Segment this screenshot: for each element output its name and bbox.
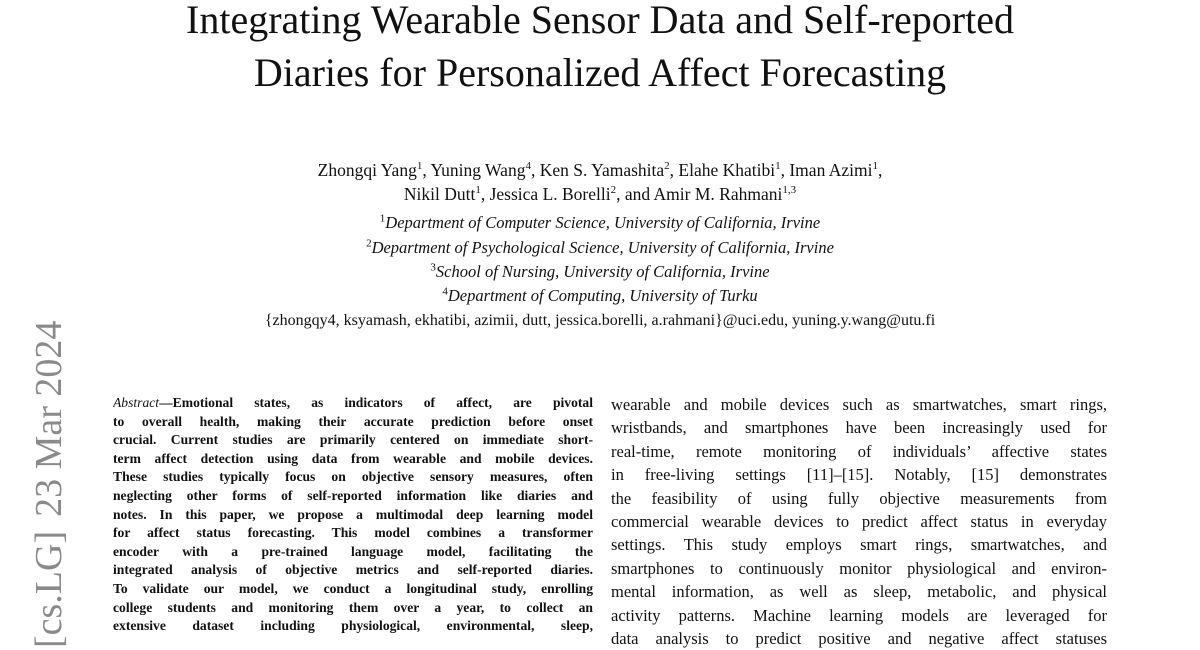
- arxiv-date: 23 Mar 2024: [28, 320, 70, 517]
- author-name: Zhongqi Yang: [317, 160, 417, 180]
- body-line: the feasibility of using fully objective measurements from: [611, 488, 1107, 508]
- abstract-block: [113, 394, 593, 636]
- paper-title-line-2: Diaries for Personalized Affect Forecasting: [253, 50, 947, 95]
- author-separator: ,: [480, 184, 490, 204]
- affiliation-1: [0, 212, 1200, 234]
- author-separator: ,: [422, 160, 431, 180]
- body-line: wristbands, and smartphones have been increasingly used for: [611, 418, 1107, 438]
- body-text-column: [611, 393, 1107, 650]
- affiliation-text: Department of Computing, University of Turku: [447, 286, 758, 305]
- author-separator: ,: [780, 160, 790, 180]
- affiliation-3: [0, 261, 1200, 283]
- abstract-heading: Abstract: [113, 395, 160, 410]
- abstract-line: encoder with a pre-trained language model, facilitating the: [113, 543, 593, 559]
- author-affiliation-mark: 4: [525, 160, 531, 173]
- author-name: Ken S. Yamashita: [539, 160, 665, 180]
- author-separator: ,: [877, 160, 883, 180]
- abstract-line: These studies typically focus on objective sensory measures, often: [113, 469, 593, 485]
- paper-title-line-1: Integrating Wearable Sensor Data and Self-reported: [186, 0, 1014, 42]
- author-name: Amir M. Rahmani: [653, 184, 783, 204]
- author-emails: {zhongqy4, ksyamash, ekhatibi, azimii, dutt, jessica.borelli, a.rahmani}@uci.edu, yuning.y.wang@utu.fi: [264, 312, 936, 329]
- body-line: data analysis to predict positive and negative affect statuses: [611, 628, 1107, 648]
- author-name: Elahe Khatibi: [678, 160, 776, 180]
- abstract-line: extensive dataset including physiological, environmental, sleep,: [113, 618, 593, 634]
- author-affiliation-mark: 1: [416, 160, 423, 173]
- body-line: activity patterns. Machine learning models are leveraged for: [611, 605, 1107, 625]
- author-affiliation-mark: 1,3: [782, 184, 797, 197]
- abstract-line: for affect status forecasting. This model combines a transformer: [113, 525, 593, 541]
- body-line: mental information, as well as sleep, metabolic, and physical: [611, 582, 1107, 602]
- abstract-line: integrated analysis of objective metrics and self-reported diaries.: [113, 562, 593, 578]
- author-separator: , and: [616, 184, 654, 204]
- affiliation-4: [0, 285, 1200, 307]
- body-line: settings. This study employs smart rings, smartwatches, and: [611, 535, 1107, 555]
- author-affiliation-mark: 1: [872, 160, 878, 173]
- body-line: wearable and mobile devices such as smartwatches, smart rings,: [611, 395, 1107, 414]
- affiliation-text: Department of Computer Science, University of California, Irvine: [385, 213, 821, 232]
- abstract-line: notes. In this paper, we propose a multimodal deep learning model: [113, 506, 593, 522]
- arxiv-side-stamp: [26, 288, 72, 648]
- abstract-line: To validate our model, we conduct a longitudinal study, enrolling: [113, 580, 593, 596]
- affiliation-mark: 1: [379, 212, 386, 225]
- author-name: Nikil Dutt: [403, 184, 476, 204]
- arxiv-category: [cs.LG]: [28, 530, 70, 648]
- author-list-line-1: [0, 158, 1200, 182]
- affiliation-mark: 3: [430, 261, 436, 274]
- author-name: Iman Azimi: [789, 160, 873, 180]
- affiliation-text: School of Nursing, University of California, Irvine: [435, 262, 770, 281]
- affiliation-text: Department of Psychological Science, University of California, Irvine: [371, 238, 834, 257]
- abstract-line-text: Emotional states, as indicators of affect, are pivotal: [172, 395, 593, 410]
- affiliation-mark: 2: [366, 237, 372, 250]
- author-name: Yuning Wang: [430, 160, 526, 180]
- abstract-line: to overall health, making their accurate prediction before onset: [113, 413, 593, 429]
- author-separator: ,: [530, 160, 540, 180]
- affiliation-mark: 4: [442, 285, 448, 298]
- abstract-line: crucial. Current studies are primarily centered on immediate short-: [113, 432, 593, 448]
- author-affiliation-mark: 2: [610, 184, 617, 197]
- body-line: commercial wearable devices to predict affect status in everyday: [611, 511, 1107, 531]
- abstract-line: college students and monitoring them over a year, to collect an: [113, 599, 593, 615]
- abstract-dash: —: [159, 395, 173, 410]
- author-affiliation-mark: 2: [664, 160, 670, 173]
- author-separator: ,: [669, 160, 679, 180]
- author-affiliation-mark: 1: [475, 184, 481, 197]
- body-line: in free-living settings [11]–[15]. Notably, [15] demonstrates: [611, 465, 1107, 485]
- author-list-line-2: [0, 182, 1200, 206]
- affiliation-2: [0, 237, 1200, 259]
- abstract-line: term affect detection using data from wearable and mobile devices.: [113, 450, 593, 466]
- abstract-line: neglecting other forms of self-reported information like diaries and: [113, 487, 593, 503]
- abstract-line: [113, 394, 593, 413]
- author-name: Jessica L. Borelli: [489, 184, 611, 204]
- author-affiliation-mark: 1: [775, 160, 781, 173]
- body-line: smartphones to continuously monitor physiological and environ-: [611, 558, 1107, 578]
- body-line: real-time, remote monitoring of individuals’ affective states: [611, 441, 1107, 461]
